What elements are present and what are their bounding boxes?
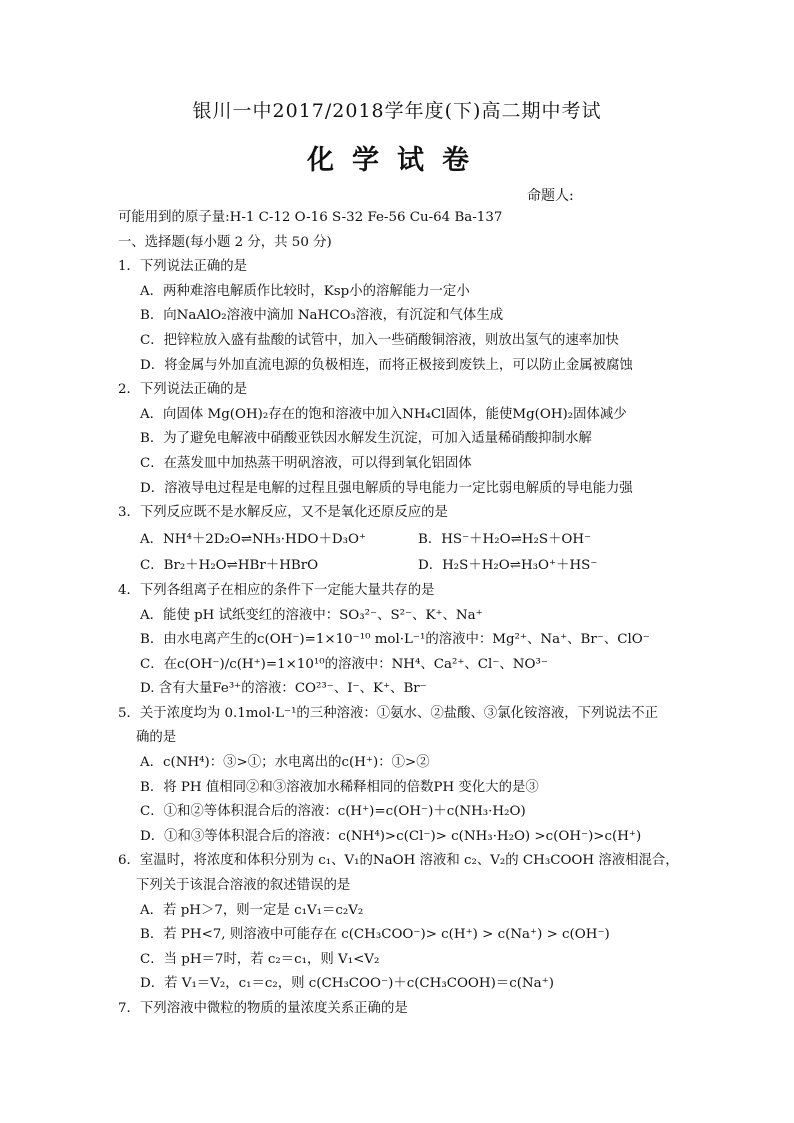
option-a: A．c(NH⁴)：③>①；水电离出的c(H⁺)：①>② <box>140 755 430 771</box>
question-3 <box>118 501 678 579</box>
question-stem: 3．下列反应既不是水解反应，又不是氧化还原反应的是 <box>118 505 448 521</box>
option-b: B．将 PH 值相同②和③溶液加水稀释相同的倍数PH 变化大的是③ <box>140 779 539 795</box>
option-d: D．①和③等体积混合后的溶液：c(NH⁴)>c(Cl⁻)> c(NH₃·H₂O) >c(OH⁻)>c(H⁺) <box>140 828 642 844</box>
question-stem: 4．下列各组离子在相应的条件下一定能大量共存的是 <box>118 582 435 598</box>
question-stem: 6．室温时，将浓度和体积分别为 c₁、V₁的NaOH 溶液和 c₂、V₂的 CH₃COOH 溶液相混合， <box>118 853 679 869</box>
atomic-masses: 可能用到的原子量:H-1 C-12 O-16 S-32 Fe-56 Cu-64 Ba-137 <box>118 210 503 225</box>
option-d: D．H₂S＋H₂O⇌H₃O⁺＋HS⁻ <box>418 558 598 574</box>
exam-subtitle: 化学试卷 <box>307 145 487 176</box>
exam-title: 银川一中2017/2018学年度(下)高二期中考试 <box>192 100 602 122</box>
question-2 <box>118 378 678 501</box>
option-d: D．溶液导电过程是电解的过程且强电解质的导电能力一定比弱电解质的导电能力强 <box>140 480 633 496</box>
option-a: A．能使 pH 试纸变红的溶液中：SO₃²⁻、S²⁻、K⁺、Na⁺ <box>140 607 483 623</box>
option-c: C．当 pH＝7时，若 c₂＝c₁，则 V₁<V₂ <box>140 951 380 967</box>
section-title: 一、选择题(每小题 2 分，共 50 分) <box>118 234 332 250</box>
exam-content <box>118 206 678 1022</box>
option-a: A．两种难溶电解质作比较时，Ksp小的溶解能力一定小 <box>140 283 470 299</box>
option-a: A．向固体 Mg(OH)₂存在的饱和溶液中加入NH₄Cl固体，能使Mg(OH)₂固体减少 <box>140 406 627 422</box>
option-c: C．在蒸发皿中加热蒸干明矾溶液，可以得到氧化铝固体 <box>140 455 472 471</box>
option-d: D．若 V₁＝V₂，c₁＝c₂，则 c(CH₃COO⁻)＋c(CH₃COOH)＝c(Na⁺) <box>140 976 554 992</box>
option-b: B．向NaAlO₂溶液中滴加 NaHCO₃溶液，有沉淀和气体生成 <box>140 308 504 324</box>
option-d: D．将金属与外加直流电源的负极相连，而将正极接到废铁上，可以防止金属被腐蚀 <box>140 357 633 373</box>
question-7 <box>118 997 678 1022</box>
option-b: B．若 PH<7, 则溶液中可能存在 c(CH₃COO⁻)> c(H⁺) > c(Na⁺) > c(OH⁻) <box>140 927 610 943</box>
author-label: 命题人: <box>527 188 574 204</box>
question-stem: 2．下列说法正确的是 <box>118 382 248 398</box>
option-c: C．Br₂＋H₂O⇌HBr＋HBrO <box>140 558 319 574</box>
option-c: C．①和②等体积混合后的溶液：c(H⁺)=c(OH⁻)＋c(NH₃·H₂O) <box>140 804 526 820</box>
question-stem: 7．下列溶液中微粒的物质的量浓度关系正确的是 <box>118 1001 408 1016</box>
question-1 <box>118 255 678 378</box>
question-stem-continued: 确的是 <box>136 730 177 746</box>
option-b: B．为了避免电解液中硝酸亚铁因水解发生沉淀，可加入适量稀硝酸抑制水解 <box>140 431 592 447</box>
option-a: A．NH⁴＋2D₂O⇌NH₃·HDO＋D₃O⁺ <box>140 531 366 547</box>
question-5 <box>118 702 678 850</box>
option-c: C．在c(OH⁻)/c(H⁺)=1×10¹⁰的溶液中：NH⁴、Ca²⁺、Cl⁻、NO³⁻ <box>140 656 548 672</box>
option-b: B．HS⁻＋H₂O⇌H₂S＋OH⁻ <box>418 531 592 547</box>
question-stem-continued: 下列关于该混合溶液的叙述错误的是 <box>136 878 351 894</box>
question-6 <box>118 849 678 997</box>
question-stem: 1．下列说法正确的是 <box>118 259 248 275</box>
option-b: B．由水电离产生的c(OH⁻)=1×10⁻¹⁰ mol·L⁻¹的溶液中：Mg²⁺、Na⁺、Br⁻、ClO⁻ <box>140 632 650 648</box>
option-c: C．把锌粒放入盛有盐酸的试管中，加入一些硝酸铜溶液，则放出氢气的速率加快 <box>140 332 619 348</box>
question-stem: 5．关于浓度均为 0.1mol·L⁻¹的三种溶液：①氨水、②盐酸、③氯化铵溶液，下列说法不正 <box>118 705 658 721</box>
question-4 <box>118 579 678 702</box>
option-d: D. 含有大量Fe³⁺的溶液：CO²³⁻、I⁻、K⁺、Br⁻ <box>140 681 427 697</box>
option-a: A．若 pH＞7，则一定是 c₁V₁＝c₂V₂ <box>140 902 364 918</box>
